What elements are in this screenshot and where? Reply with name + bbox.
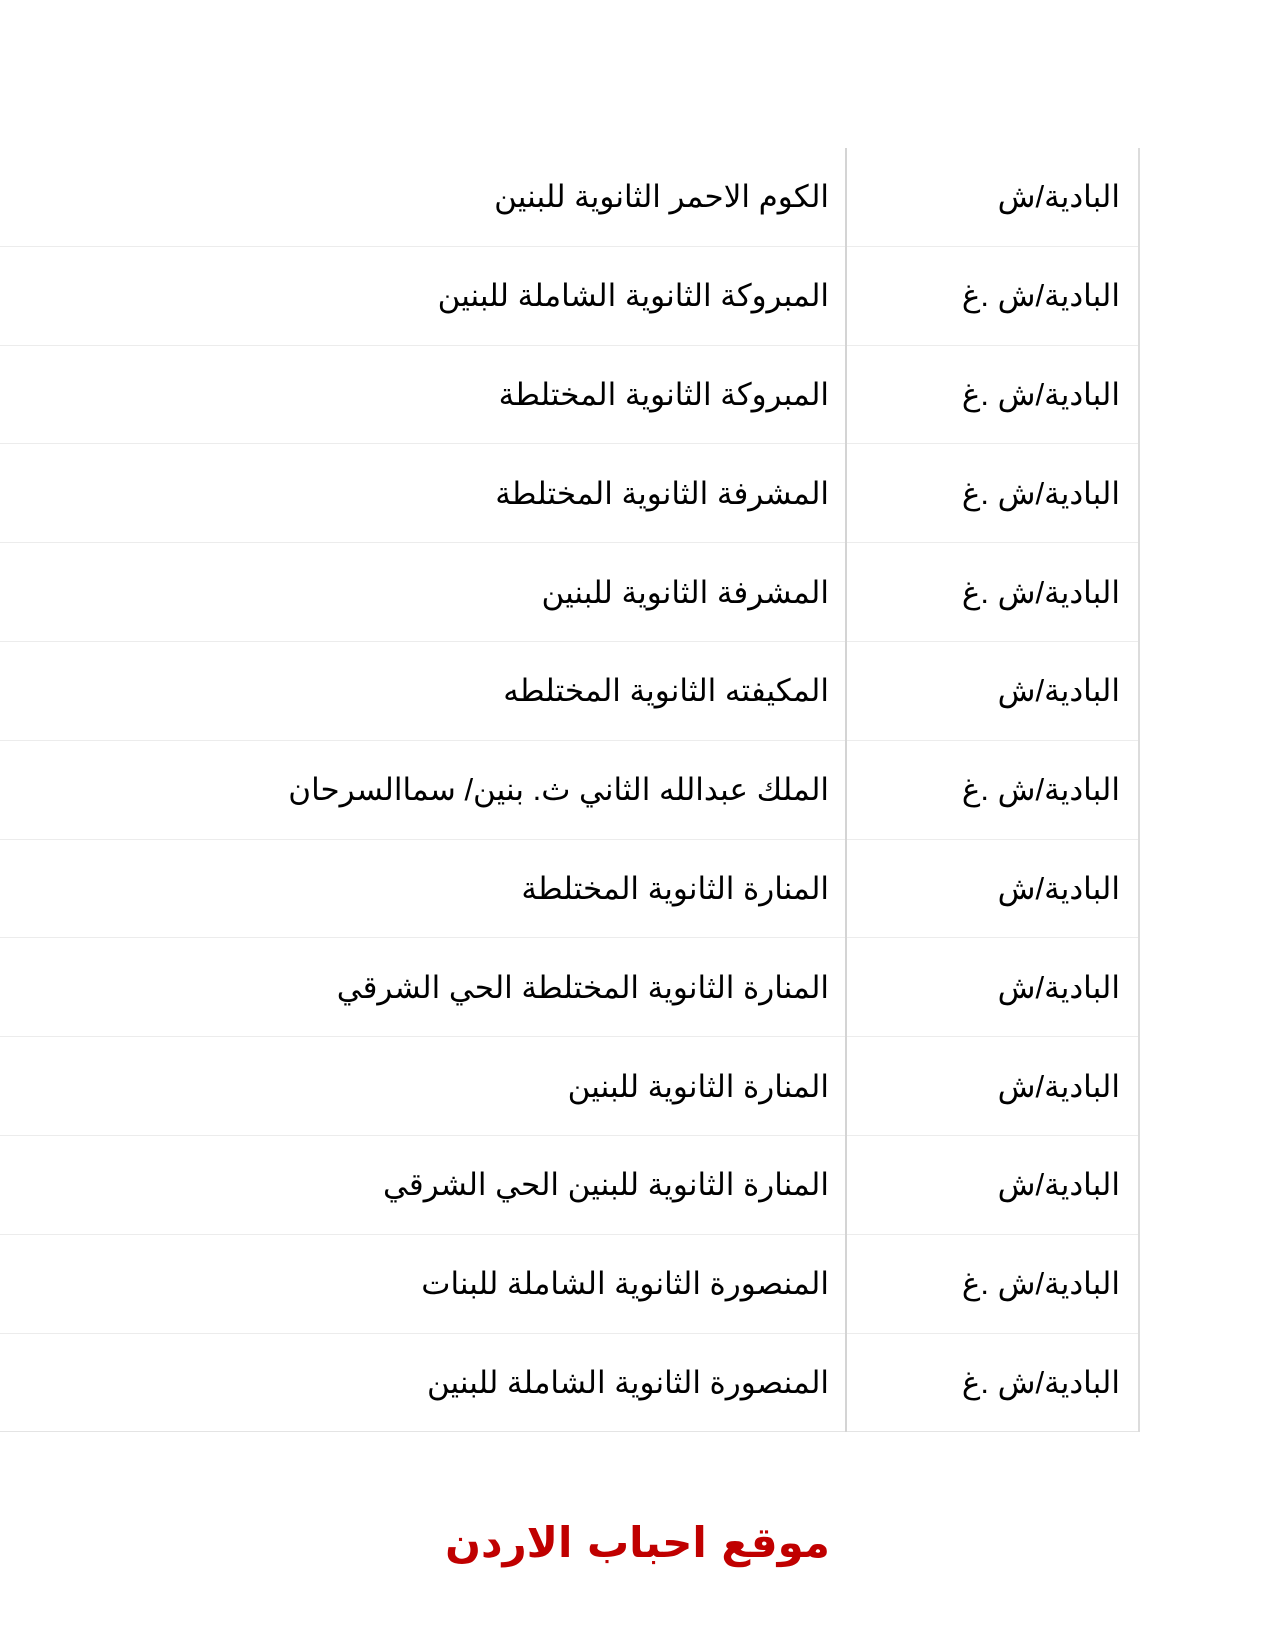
region-cell: البادية/ش	[846, 1037, 1139, 1136]
school-name-cell: المشرفة الثانوية للبنين	[541, 574, 829, 610]
region-cell: البادية/ش .غ	[846, 1234, 1139, 1333]
table-row	[0, 148, 1139, 246]
school-name-cell: المنصورة الثانوية الشاملة للبنين	[426, 1364, 829, 1400]
school-name-cell: المبروكة الثانوية الشاملة للبنين	[437, 278, 829, 314]
table-row	[0, 1234, 1139, 1333]
region-cell: البادية/ش	[846, 148, 1139, 246]
table-row	[0, 1333, 1139, 1432]
school-name-cell: المكيفته الثانوية المختلطه	[503, 673, 829, 709]
table-row	[0, 345, 1139, 444]
region-cell: البادية/ش .غ	[846, 444, 1139, 543]
school-name-cell: المشرفة الثانوية المختلطة	[495, 475, 829, 511]
school-name-cell: المنارة الثانوية المختلطة	[521, 870, 829, 906]
region-cell: البادية/ش	[846, 839, 1139, 938]
table-row	[0, 246, 1139, 345]
table-row	[0, 444, 1139, 543]
table-row	[0, 740, 1139, 839]
school-name-cell: الملك عبدالله الثاني ث. بنين/ سماالسرحان	[288, 772, 829, 808]
region-cell: البادية/ش .غ	[846, 1333, 1139, 1432]
school-name-cell: المبروكة الثانوية المختلطة	[498, 376, 829, 412]
school-name-cell: المنارة الثانوية المختلطة الحي الشرقي	[336, 969, 829, 1005]
table-row	[0, 938, 1139, 1037]
region-cell: البادية/ش	[846, 1135, 1139, 1234]
site-title: موقع احباب الاردن	[445, 1518, 830, 1567]
region-cell: البادية/ش	[846, 938, 1139, 1037]
region-cell: البادية/ش .غ	[846, 740, 1139, 839]
table-row	[0, 641, 1139, 740]
table-row	[0, 1037, 1139, 1136]
school-name-cell: الكوم الاحمر الثانوية للبنين	[494, 179, 829, 215]
school-name-cell: المنصورة الثانوية الشاملة للبنات	[421, 1266, 829, 1302]
schools-table	[0, 148, 1140, 1432]
region-cell: البادية/ش	[846, 641, 1139, 740]
region-cell: البادية/ش .غ	[846, 246, 1139, 345]
school-name-cell: المنارة الثانوية للبنين الحي الشرقي	[383, 1167, 829, 1203]
table-row	[0, 839, 1139, 938]
table-row	[0, 1135, 1139, 1234]
school-name-cell: المنارة الثانوية للبنين	[567, 1068, 829, 1104]
region-cell: البادية/ش .غ	[846, 345, 1139, 444]
region-cell: البادية/ش .غ	[846, 543, 1139, 642]
table-row	[0, 543, 1139, 642]
